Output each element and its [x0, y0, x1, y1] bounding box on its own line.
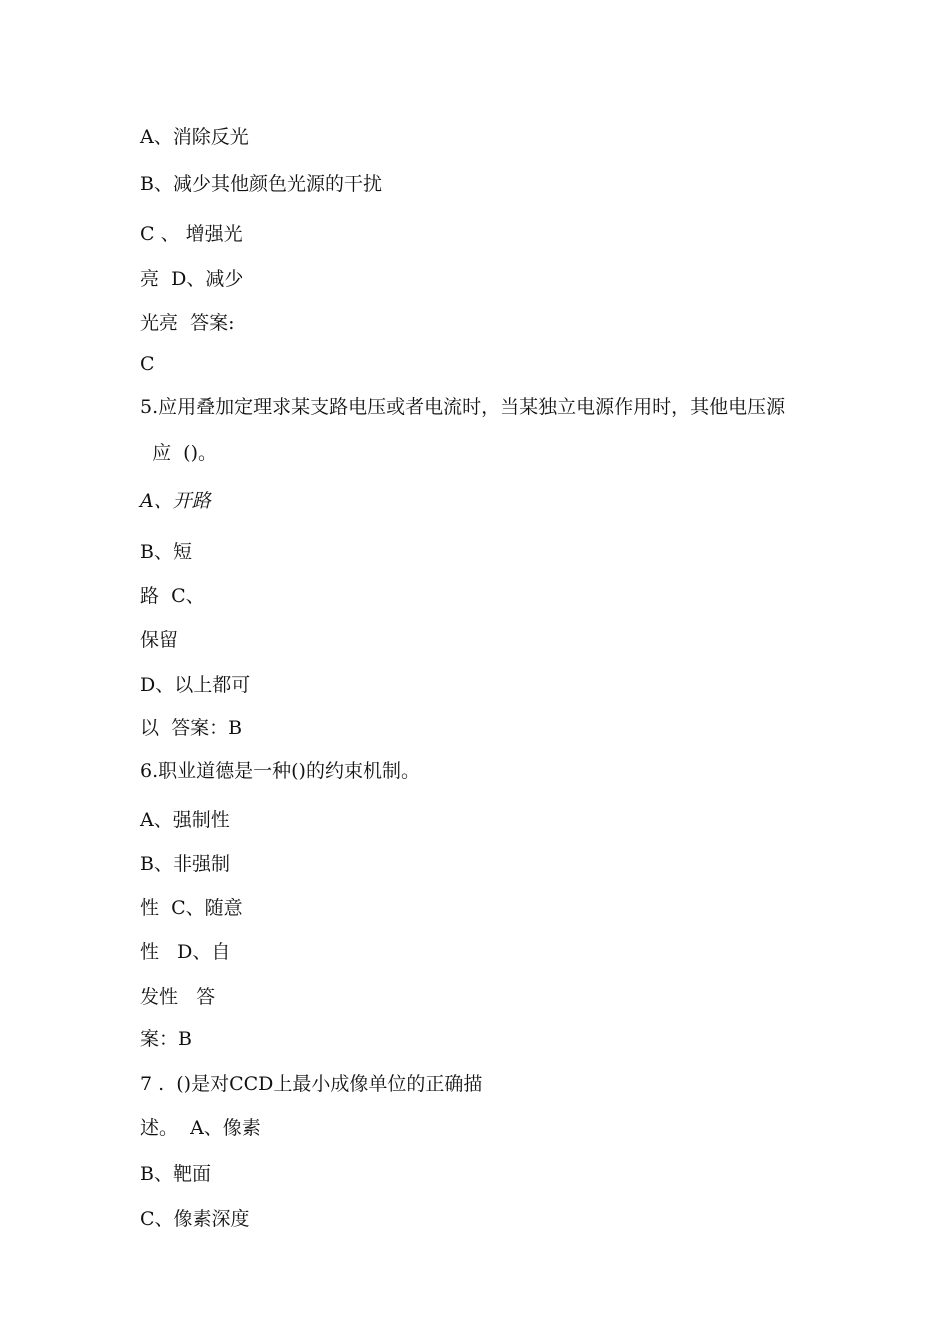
q7-option-b: B、靶面	[140, 1163, 211, 1185]
q7-option-c: C、像素深度	[140, 1208, 250, 1230]
q5-option-c: 路 C、	[140, 585, 205, 607]
option-b-reduce-interference: B、减少其他颜色光源的干扰	[140, 173, 382, 195]
question-5-continued: 应 ()。	[140, 442, 217, 464]
q5-option-b: B、短	[140, 541, 192, 563]
question-7-text: 7 . ()是对CCD上最小成像单位的正确描	[140, 1073, 483, 1095]
answer-value: C	[140, 353, 155, 375]
question-5-text: 5.应用叠加定理求某支路电压或者电流时，当某独立电源作用时，其他电压源	[140, 396, 786, 418]
q5-option-c-continued: 保留	[140, 629, 179, 651]
answer-label: 光亮 答案:	[140, 312, 235, 334]
q6-option-b: B、非强制	[140, 853, 230, 875]
q6-answer: 案：B	[140, 1028, 192, 1050]
q5-answer: 以 答案：B	[140, 717, 243, 739]
question-6-text: 6.职业道德是一种()的约束机制。	[140, 760, 420, 782]
q6-option-d: 性 D、自	[140, 941, 231, 963]
q6-option-d-continued: 发性 答	[140, 986, 216, 1008]
q6-option-a: A、强制性	[140, 809, 230, 831]
q6-option-c: 性 C、随意	[140, 897, 243, 919]
option-d-reduce-light: 亮 D、减少	[140, 268, 244, 290]
option-a-eliminate-reflection: A、消除反光	[140, 126, 249, 148]
q5-option-a: A、开路	[140, 490, 211, 512]
option-c-enhance-light: C 、 增强光	[140, 223, 243, 245]
q7-option-a: 述。 A、像素	[140, 1117, 261, 1139]
q5-option-d: D、以上都可	[140, 674, 251, 696]
